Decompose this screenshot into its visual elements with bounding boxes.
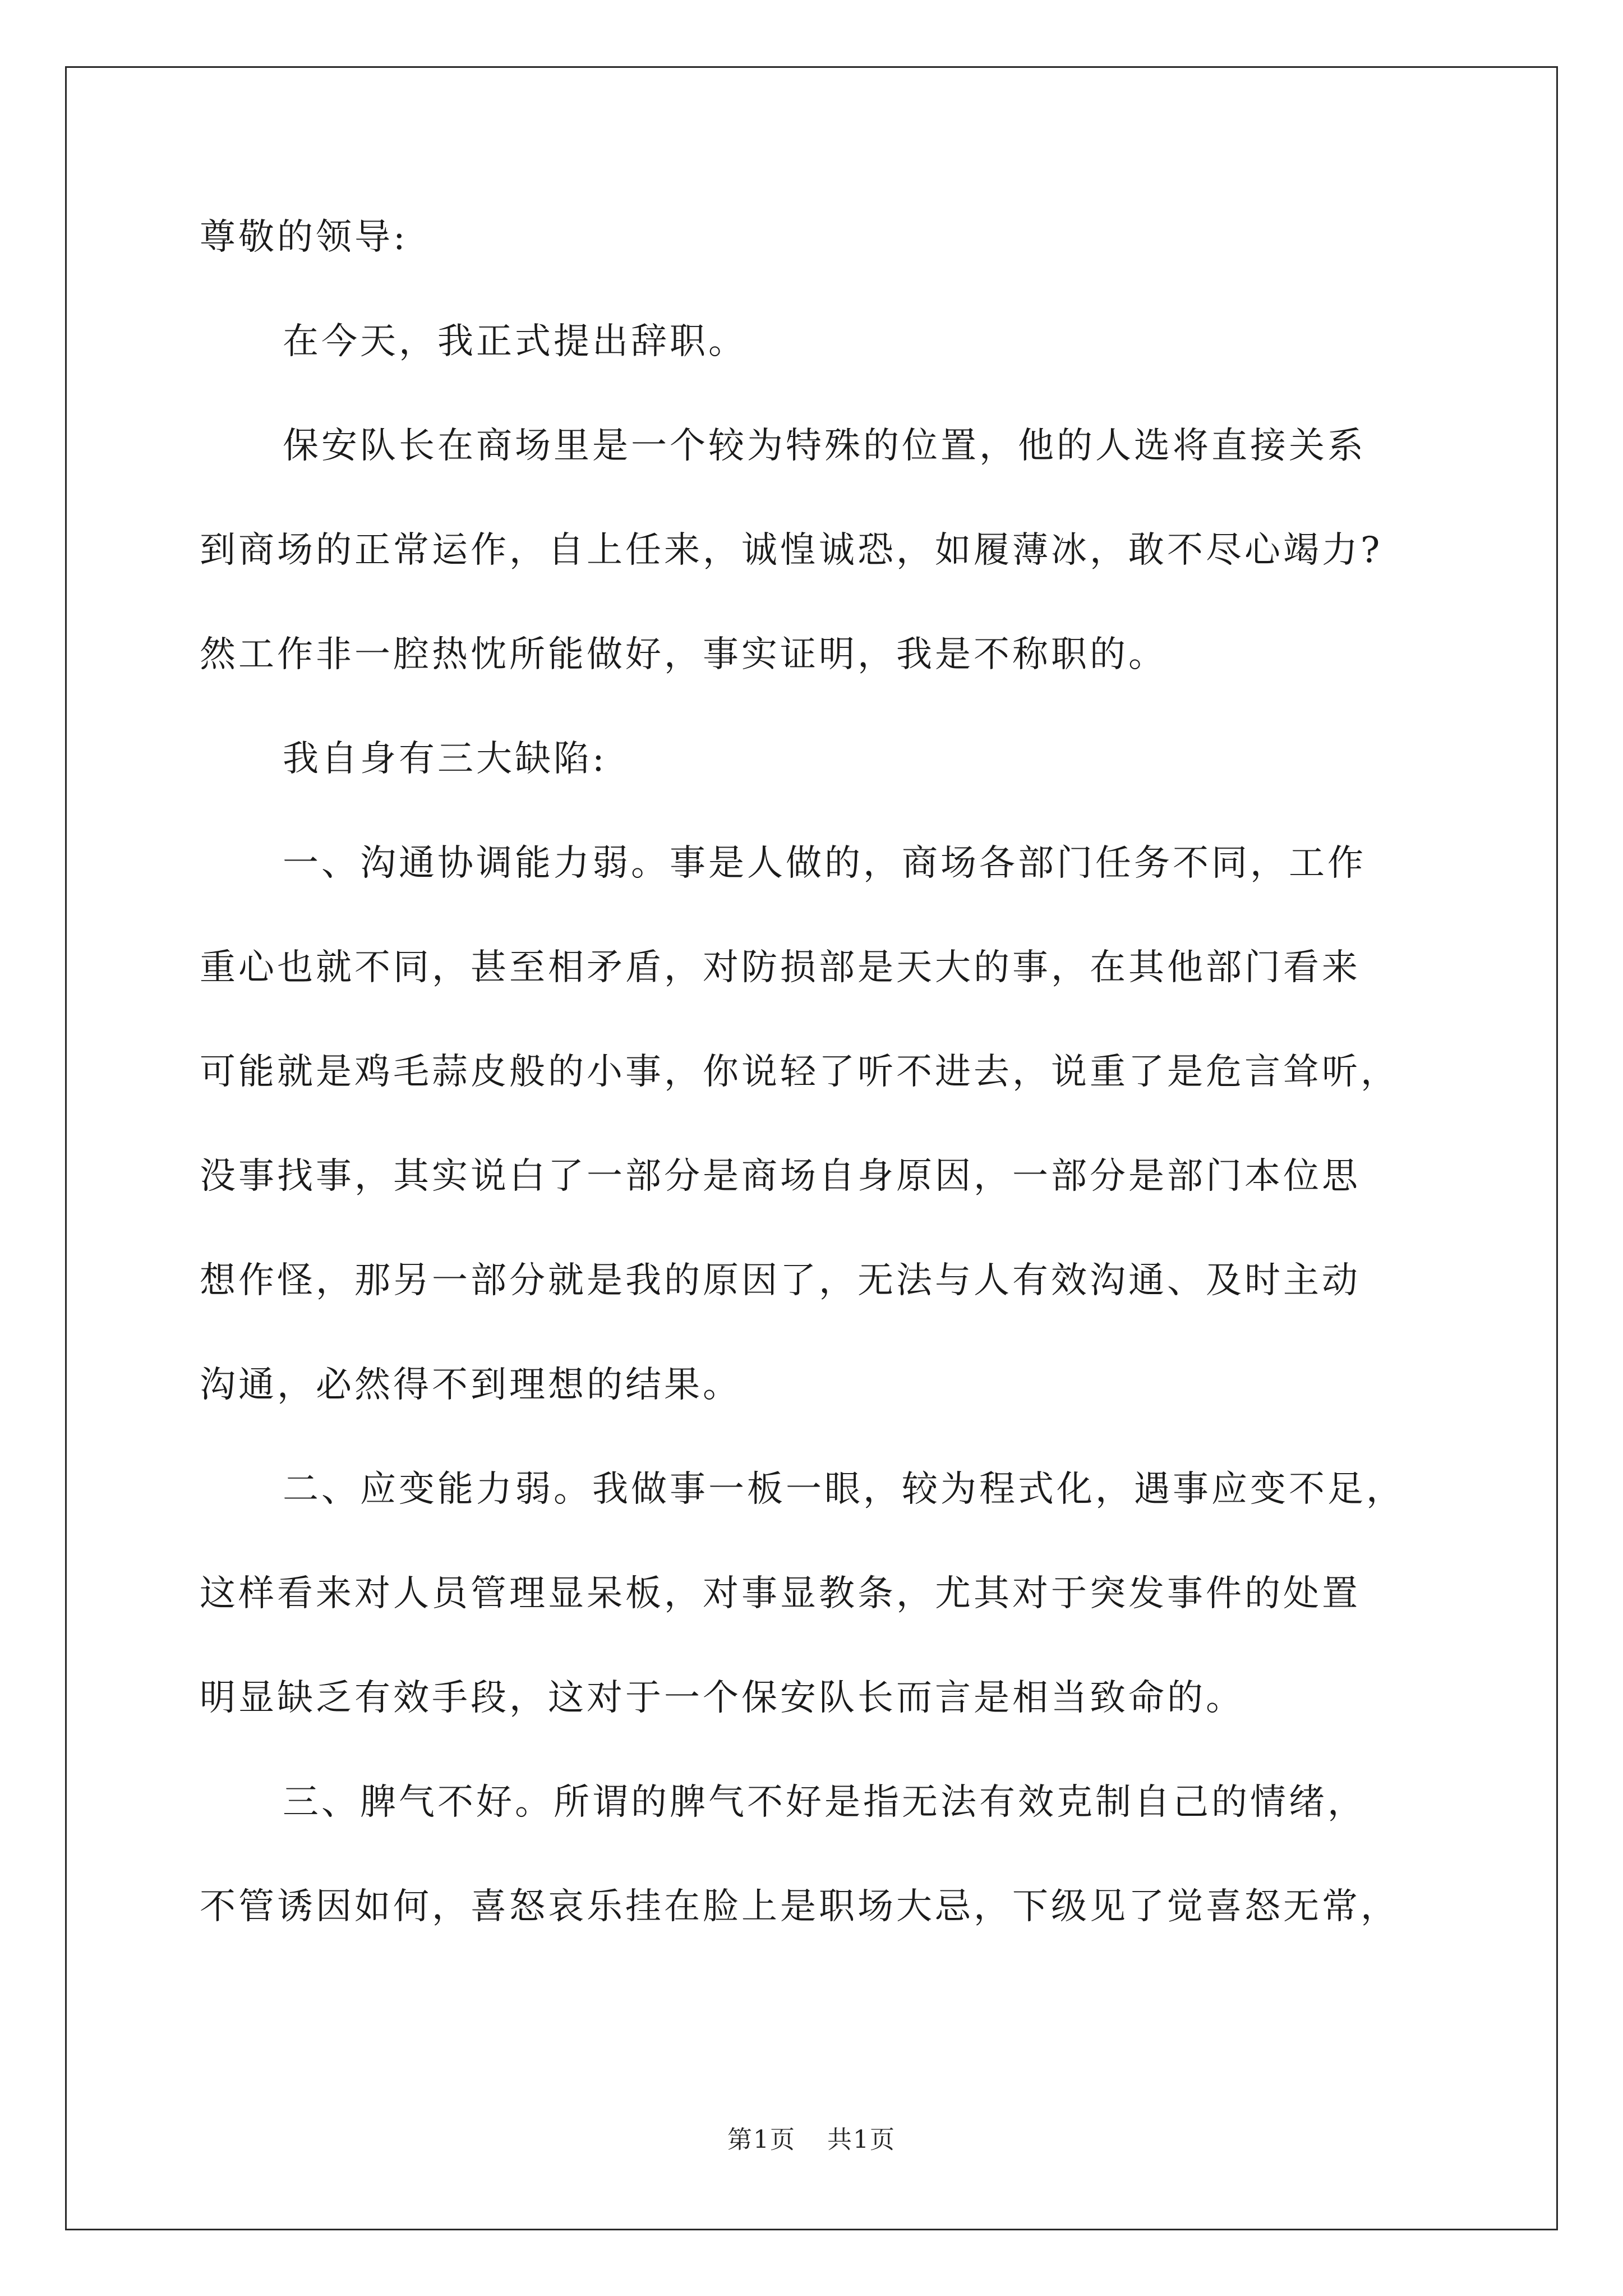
- page-footer: [0, 2126, 1623, 2154]
- paragraph-line: 三、脾气不好。所谓的脾气不好是指无法有效克制自己的情绪，: [283, 1782, 1366, 1823]
- page-total: 共1页: [827, 2125, 896, 2154]
- paragraph-line: 我自身有三大缺陷:: [283, 738, 607, 780]
- document-body: [200, 219, 1422, 1993]
- paragraph-line: 可能就是鸡毛蒜皮般的小事，你说轻了听不进去，说重了是危言耸听，: [200, 1051, 1399, 1093]
- paragraph-line: 保安队长在商场里是一个较为特殊的位置，他的人选将直接关系: [283, 425, 1366, 467]
- paragraph-line: 一、沟通协调能力弱。事是人做的，商场各部门任务不同，工作: [283, 843, 1366, 884]
- paragraph-line: 想作怪，那另一部分就是我的原因了，无法与人有效沟通、及时主动: [200, 1260, 1361, 1301]
- paragraph-line: 明显缺乏有效手段，这对于一个保安队长而言是相当致命的。: [200, 1677, 1244, 1719]
- paragraph-line: 重心也就不同，甚至相矛盾，对防损部是天大的事，在其他部门看来: [200, 947, 1361, 988]
- paragraph-line: 这样看来对人员管理显呆板，对事显教条，尤其对于突发事件的处置: [200, 1573, 1361, 1614]
- page-number: 第1页: [727, 2125, 796, 2154]
- salutation: 尊敬的领导:: [200, 217, 408, 258]
- paragraph-line: 在今天，我正式提出辞职。: [283, 321, 747, 362]
- paragraph-line: 二、应变能力弱。我做事一板一眼，较为程式化，遇事应变不足，: [283, 1469, 1405, 1510]
- paragraph-line: 到商场的正常运作，自上任来，诚惶诚恐，如履薄冰，敢不尽心竭力?: [200, 530, 1383, 571]
- paragraph-line: 没事找事，其实说白了一部分是商场自身原因，一部分是部门本位思: [200, 1156, 1361, 1197]
- paragraph-line: 沟通，必然得不到理想的结果。: [200, 1364, 741, 1406]
- paragraph-line: 不管诱因如何，喜怒哀乐挂在脸上是职场大忌，下级见了觉喜怒无常，: [200, 1886, 1399, 1927]
- paragraph-line: 然工作非一腔热忱所能做好，事实证明，我是不称职的。: [200, 634, 1167, 675]
